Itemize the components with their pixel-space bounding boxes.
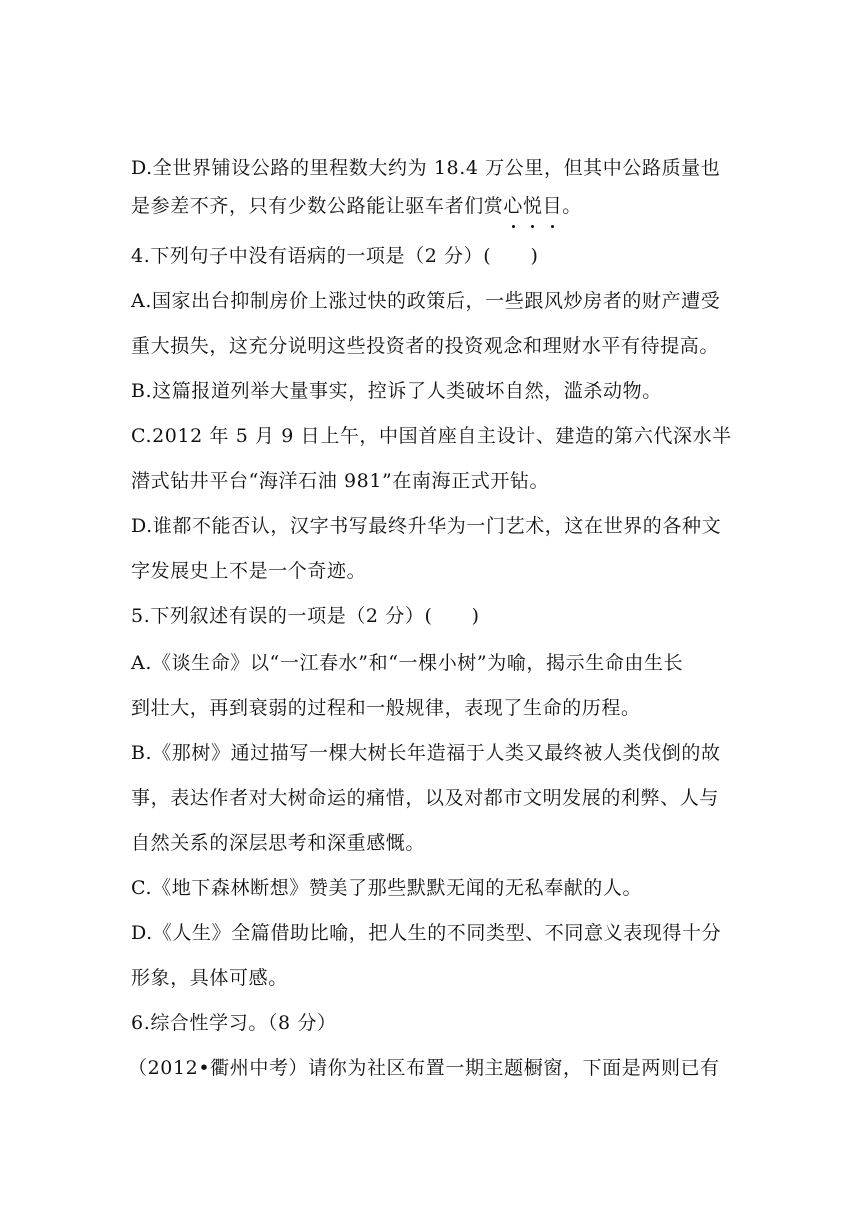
option-d-line-2-text: 是参差不齐，只有少数公路能让驱车者们赏 <box>131 195 504 217</box>
q5-option-b-line-3: 自然关系的深层思考和深重感慨。 <box>131 832 426 854</box>
q4-option-c-line-2: 潜式钻井平台“海洋石油 981”在南海正式开钻。 <box>131 470 550 492</box>
q4-option-c-line-1: C.2012 年 5 月 9 日上午，中国首座自主设计、建造的第六代深水半 <box>131 425 732 447</box>
q4-option-b: B.这篇报道列举大量事实，控诉了人类破坏自然，滥杀动物。 <box>131 380 662 402</box>
emphasis-char-2: 悦 <box>523 195 543 217</box>
q5-option-b-line-2: 事，表达作者对大树命运的痛惜，以及对都市文明发展的利弊、人与 <box>131 787 720 809</box>
q5-option-d-line-2: 形象，具体可感。 <box>131 967 288 989</box>
emphasis-char-1: 心 <box>503 195 524 217</box>
q4-option-d-line-2: 字发展史上不是一个奇迹。 <box>131 560 367 582</box>
option-d-line-1: D.全世界铺设公路的里程数大约为 18.4 万公里，但其中公路质量也 <box>131 157 721 179</box>
q5-option-a-line-1: A.《谈生命》以“一江春水”和“一棵小树”为喻，揭示生命由生长 <box>131 652 684 674</box>
q4-option-d-line-1: D.谁都不能否认，汉字书写最终升华为一门艺术，这在世界的各种文 <box>131 515 722 537</box>
question-5-title: 5.下列叙述有误的一项是（2 分）( ) <box>131 605 480 627</box>
q5-option-a-line-2: 到壮大，再到衰弱的过程和一般规律，表现了生命的历程。 <box>131 697 641 719</box>
q5-option-d-line-1: D.《人生》全篇借助比喻，把人生的不同类型、不同意义表现得十分 <box>131 922 722 944</box>
question-4-title: 4.下列句子中没有语病的一项是（2 分）( ) <box>131 245 539 267</box>
q4-option-a-line-2: 重大损失，这充分说明这些投资者的投资观念和理财水平有待提高。 <box>131 335 720 357</box>
emphasis-char-3: 目 <box>542 195 563 217</box>
q4-option-a-line-1: A.国家出台抑制房价上涨过快的政策后，一些跟风炒房者的财产遭受 <box>131 290 721 312</box>
option-d-line-2 <box>131 194 741 218</box>
option-d-line-2-end: 。 <box>562 195 582 217</box>
question-6-title: 6.综合性学习。（8 分） <box>131 1012 337 1034</box>
q5-option-b-line-1: B.《那树》通过描写一棵大树长年造福于人类又最终被人类伐倒的故 <box>131 742 721 764</box>
q5-option-c: C.《地下森林断想》赞美了那些默默无闻的无私奉献的人。 <box>131 877 643 899</box>
question-6-intro: （2012•衢州中考）请你为社区布置一期主题橱窗，下面是两则已有 <box>128 1057 720 1079</box>
